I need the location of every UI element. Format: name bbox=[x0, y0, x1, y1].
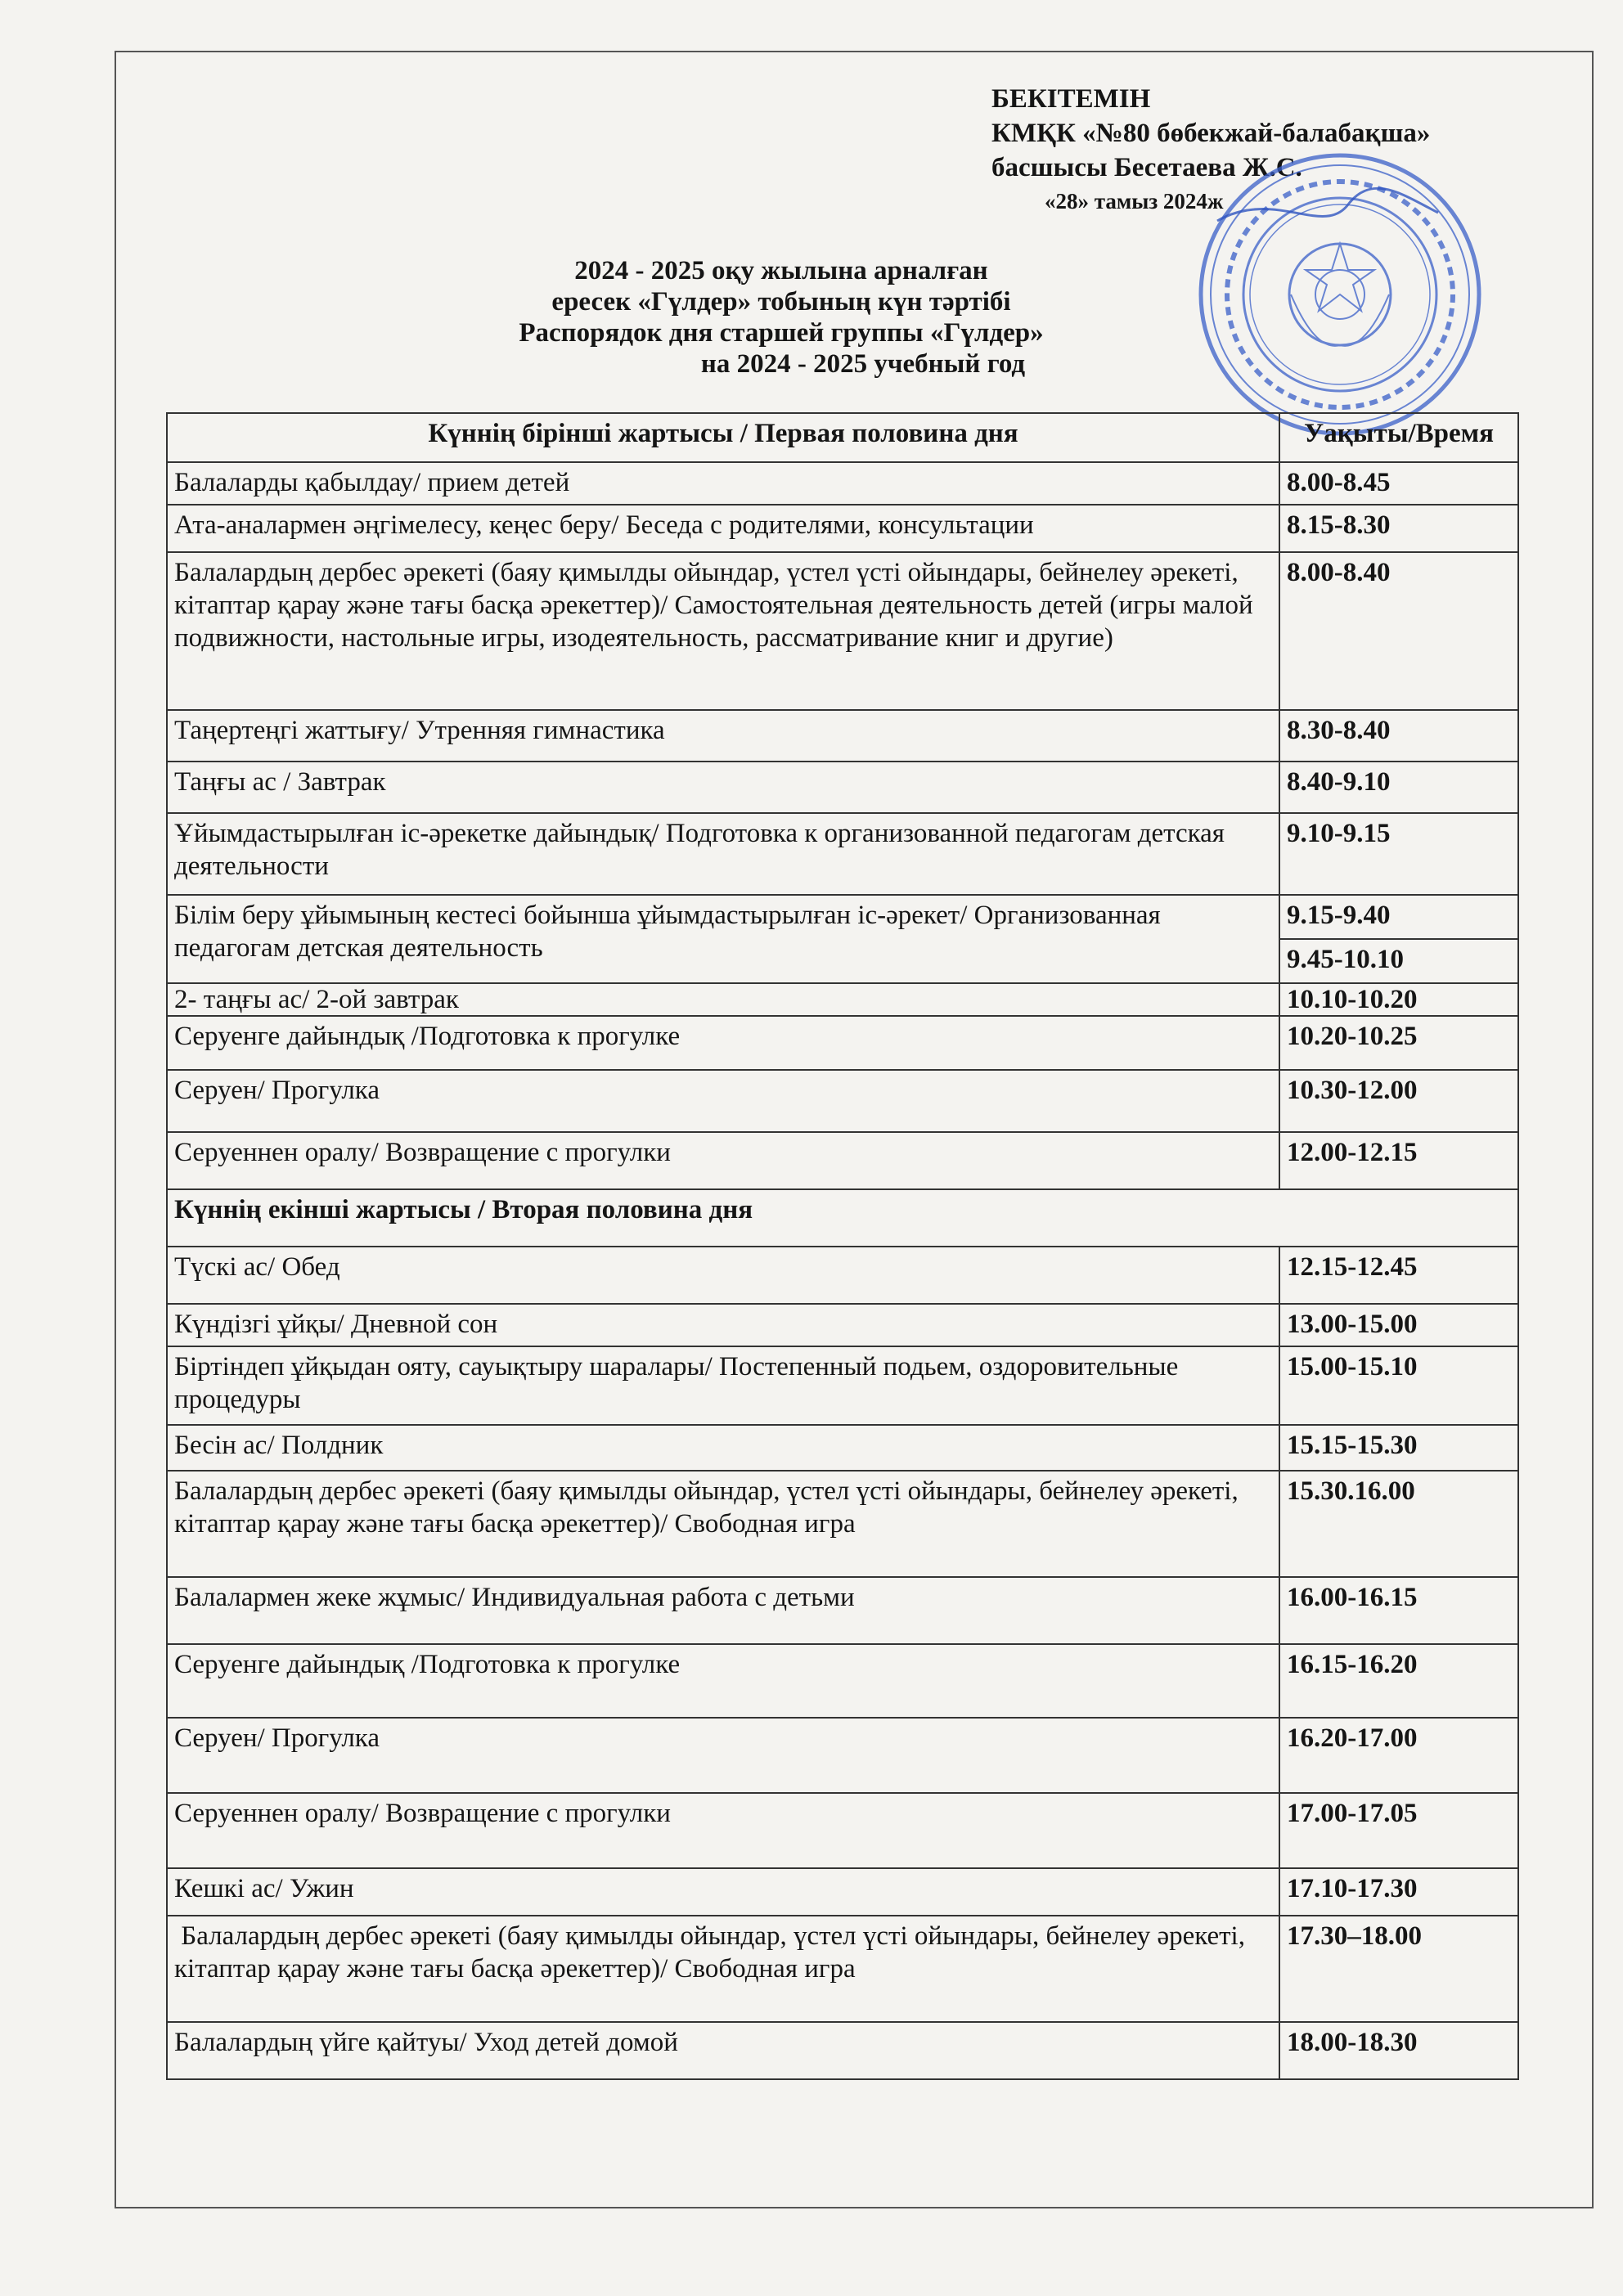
table-row bbox=[167, 462, 1518, 505]
time-cell: 9.10-9.15 bbox=[1279, 813, 1518, 895]
time-cell: 16.15-16.20 bbox=[1279, 1644, 1518, 1718]
activity-cell: Серуен/ Прогулка bbox=[167, 1070, 1279, 1132]
approval-line-2: КМҚК «№80 бөбекжай-балабақша» bbox=[991, 119, 1431, 148]
time-cell: 15.15-15.30 bbox=[1279, 1425, 1518, 1471]
activity-cell: Түскі ас/ Обед bbox=[167, 1247, 1279, 1304]
time-cell: 13.00-15.00 bbox=[1279, 1304, 1518, 1346]
table-row bbox=[167, 1868, 1518, 1916]
header-activity: Күннің бірінші жартысы / Первая половина дня bbox=[167, 413, 1279, 462]
time-cell: 17.10-17.30 bbox=[1279, 1868, 1518, 1916]
table-row bbox=[167, 2022, 1518, 2079]
activity-cell: Балалармен жеке жұмыс/ Индивидуальная работа с детьми bbox=[167, 1577, 1279, 1644]
activity-cell: Серуенге дайындық /Подготовка к прогулке bbox=[167, 1644, 1279, 1718]
time-cell: 8.40-9.10 bbox=[1279, 762, 1518, 813]
time-cell: 10.30-12.00 bbox=[1279, 1070, 1518, 1132]
activity-cell: Біртіндеп ұйқыдан ояту, сауықтыру шаралары/ Постепенный подьем, оздоровительные процедуры bbox=[167, 1346, 1279, 1425]
activity-cell: Серуеннен оралу/ Возвращение с прогулки bbox=[167, 1793, 1279, 1868]
table-row bbox=[167, 1425, 1518, 1471]
activity-cell: 2- таңғы ас/ 2-ой завтрак bbox=[167, 983, 1279, 1016]
activity-cell: Таңертеңгі жаттығу/ Утренняя гимнастика bbox=[167, 710, 1279, 762]
time-cell: 16.00-16.15 bbox=[1279, 1577, 1518, 1644]
time-cell: 15.00-15.10 bbox=[1279, 1346, 1518, 1425]
activity-cell: Бесін ас/ Полдник bbox=[167, 1425, 1279, 1471]
approval-line-3: басшысы Бесетаева Ж.С. bbox=[991, 153, 1302, 182]
table-row bbox=[167, 1132, 1518, 1189]
activity-cell: Таңғы ас / Завтрак bbox=[167, 762, 1279, 813]
time-cell: 12.15-12.45 bbox=[1279, 1247, 1518, 1304]
time-cell: 17.30–18.00 bbox=[1279, 1916, 1518, 2022]
approval-line-1: БЕКІТЕМІН bbox=[991, 84, 1151, 114]
table-row bbox=[167, 1471, 1518, 1577]
table-row bbox=[167, 710, 1518, 762]
table-row bbox=[167, 552, 1518, 710]
table-row bbox=[167, 895, 1518, 939]
title-line-1: 2024 - 2025 оқу жылына арналған bbox=[574, 256, 988, 285]
time-cell: 10.10-10.20 bbox=[1279, 983, 1518, 1016]
table-row bbox=[167, 1577, 1518, 1644]
time-cell: 8.15-8.30 bbox=[1279, 505, 1518, 552]
time-cell: 12.00-12.15 bbox=[1279, 1132, 1518, 1189]
title-line-2: ересек «Гүлдер» тобының күн тәртібі bbox=[551, 287, 1011, 317]
section-row bbox=[167, 1189, 1518, 1247]
table-row bbox=[167, 1070, 1518, 1132]
activity-cell: Серуенге дайындық /Подготовка к прогулке bbox=[167, 1016, 1279, 1070]
activity-cell: Балалардың дербес әрекеті (баяу қимылды ойындар, үстел үсті ойындары, бейнелеу әрекеті, кітаптар қарау және тағы басқа әрекеттер)/ Самостоятельная деятельность детей (игры малой подвижности, настольные игры, изодеятельность, рассматривание книг и другие) bbox=[167, 552, 1279, 710]
time-cell: 18.00-18.30 bbox=[1279, 2022, 1518, 2079]
table-row bbox=[167, 1916, 1518, 2022]
table-row bbox=[167, 1346, 1518, 1425]
time-cell-2: 9.45-10.10 bbox=[1279, 939, 1518, 983]
time-cell: 8.00-8.40 bbox=[1279, 552, 1518, 710]
activity-cell: Білім беру ұйымының кестесі бойынша ұйымдастырылған іс-әрекет/ Организованная педагогам детская деятельность bbox=[167, 895, 1279, 983]
table-header-row bbox=[167, 413, 1518, 462]
activity-cell: Серуен/ Прогулка bbox=[167, 1718, 1279, 1793]
activity-cell: Балалардың дербес әрекеті (баяу қимылды ойындар, үстел үсті ойындары, бейнелеу әрекеті, кітаптар қарау және тағы басқа әрекеттер)/ Свободная игра bbox=[167, 1916, 1279, 2022]
activity-cell: Серуеннен оралу/ Возвращение с прогулки bbox=[167, 1132, 1279, 1189]
title-line-4: на 2024 - 2025 учебный год bbox=[700, 349, 1026, 379]
header-time: Уақыты/Время bbox=[1279, 413, 1518, 462]
time-cell: 17.00-17.05 bbox=[1279, 1793, 1518, 1868]
time-cell: 8.00-8.45 bbox=[1279, 462, 1518, 505]
activity-cell: Балаларды қабылдау/ прием детей bbox=[167, 462, 1279, 505]
activity-cell: Балалардың дербес әрекеті (баяу қимылды ойындар, үстел үсті ойындары, бейнелеу әрекеті, кітаптар қарау және тағы басқа әрекеттер)/ Свободная игра bbox=[167, 1471, 1279, 1577]
table-row bbox=[167, 1718, 1518, 1793]
time-cell: 10.20-10.25 bbox=[1279, 1016, 1518, 1070]
table-row bbox=[167, 762, 1518, 813]
table-row bbox=[167, 1304, 1518, 1346]
activity-cell: Кешкі ас/ Ужин bbox=[167, 1868, 1279, 1916]
table-row bbox=[167, 1016, 1518, 1070]
activity-cell: Ата-аналармен әңгімелесу, кеңес беру/ Беседа с родителями, консультации bbox=[167, 505, 1279, 552]
time-cell: 15.30.16.00 bbox=[1279, 1471, 1518, 1577]
activity-cell: Балалардың үйге қайтуы/ Уход детей домой bbox=[167, 2022, 1279, 2079]
activity-cell: Күндізгі ұйқы/ Дневной сон bbox=[167, 1304, 1279, 1346]
table-row bbox=[167, 813, 1518, 895]
time-cell: 9.15-9.40 bbox=[1279, 895, 1518, 939]
schedule-table bbox=[166, 412, 1519, 2080]
section-heading: Күннің екінші жартысы / Вторая половина дня bbox=[167, 1189, 1518, 1247]
table-row bbox=[167, 1793, 1518, 1868]
table-row bbox=[167, 1644, 1518, 1718]
table-row bbox=[167, 505, 1518, 552]
time-cell: 8.30-8.40 bbox=[1279, 710, 1518, 762]
approval-date: «28» тамыз 2024ж bbox=[1045, 189, 1224, 213]
table-row bbox=[167, 983, 1518, 1016]
time-cell: 16.20-17.00 bbox=[1279, 1718, 1518, 1793]
activity-cell: Ұйымдастырылған іс-әрекетке дайындық/ Подготовка к организованной педагогам детская деятельности bbox=[167, 813, 1279, 895]
title-line-3: Распорядок дня старшей группы «Гүлдер» bbox=[519, 318, 1044, 348]
table-row bbox=[167, 1247, 1518, 1304]
document-title bbox=[164, 255, 1399, 380]
